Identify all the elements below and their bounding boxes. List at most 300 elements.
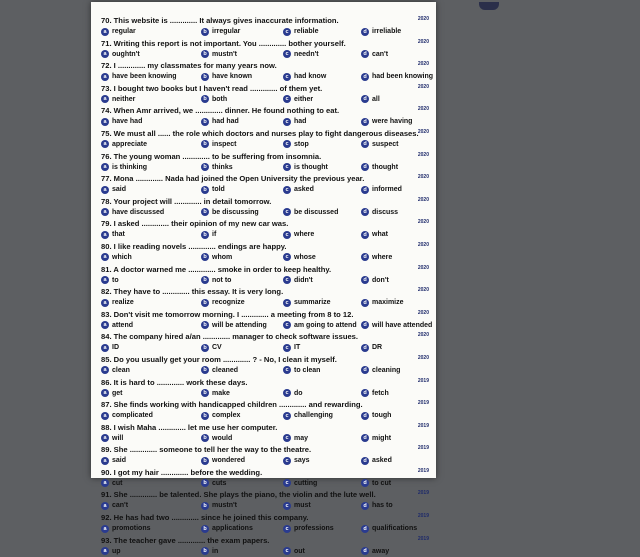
option-letter-bubble: c: [283, 525, 291, 533]
option-letter-bubble: a: [101, 253, 109, 261]
option-letter-bubble: b: [201, 344, 209, 352]
answer-option[interactable]: [201, 523, 253, 534]
option-text: would: [212, 434, 233, 442]
answer-options: [101, 410, 431, 421]
answer-option[interactable]: [283, 433, 308, 444]
answer-options: [101, 500, 431, 511]
option-text: had know: [294, 73, 327, 81]
option-text: IT: [294, 344, 301, 352]
option-letter-bubble: b: [201, 118, 209, 126]
option-text: mustn't: [212, 502, 237, 510]
option-letter-bubble: a: [101, 479, 109, 487]
option-letter-bubble: b: [201, 457, 209, 465]
option-letter-bubble: a: [101, 50, 109, 58]
exam-year: 2020: [417, 106, 429, 113]
answer-option[interactable]: [283, 252, 316, 263]
question-item: [101, 173, 431, 196]
answer-options: [101, 433, 431, 444]
answer-option[interactable]: [201, 455, 245, 466]
answer-option[interactable]: [101, 49, 140, 60]
question-item: [101, 489, 431, 512]
option-text: might: [372, 434, 392, 442]
option-letter-bubble: c: [283, 231, 291, 239]
question-item: [101, 444, 431, 467]
answer-option[interactable]: [101, 410, 153, 421]
answer-option[interactable]: [283, 523, 334, 534]
option-letter-bubble: a: [101, 118, 109, 126]
option-text: applications: [212, 525, 253, 533]
exam-year: 2019: [417, 377, 429, 384]
answer-option[interactable]: [361, 275, 389, 286]
answer-option[interactable]: [201, 320, 267, 331]
option-text: recognize: [212, 299, 245, 307]
answer-option[interactable]: [283, 116, 306, 127]
answer-option[interactable]: [101, 433, 123, 444]
option-text: can't: [112, 502, 129, 510]
answer-option[interactable]: [101, 139, 147, 150]
option-letter-bubble: d: [361, 321, 369, 329]
answer-option[interactable]: [201, 410, 240, 421]
option-text: informed: [372, 186, 402, 194]
option-text: out: [294, 547, 305, 555]
answer-option[interactable]: [361, 49, 388, 60]
question-text: 86. It is hard to ............. work these days.: [101, 377, 248, 387]
answer-option[interactable]: [201, 94, 227, 105]
option-letter-bubble: d: [361, 525, 369, 533]
exam-page: [91, 2, 436, 555]
option-text: have had: [112, 118, 143, 126]
answer-option[interactable]: [283, 365, 320, 376]
option-text: am going to attend: [294, 321, 357, 329]
option-text: which: [112, 253, 132, 261]
answer-option[interactable]: [101, 365, 130, 376]
exam-year: 2020: [417, 83, 429, 90]
answer-option[interactable]: [101, 500, 128, 511]
option-letter-bubble: b: [201, 140, 209, 148]
question-text: 88. I wish Maha ............. let me use her computer.: [101, 422, 278, 432]
answer-option[interactable]: [283, 71, 326, 82]
answer-option[interactable]: [361, 410, 391, 421]
option-letter-bubble: d: [361, 502, 369, 510]
option-letter-bubble: a: [101, 231, 109, 239]
option-text: maximize: [372, 299, 404, 307]
exam-year: 2020: [417, 151, 429, 158]
answer-option[interactable]: [283, 26, 319, 37]
option-text: to clean: [294, 366, 321, 374]
option-letter-bubble: d: [361, 231, 369, 239]
answer-option[interactable]: [361, 26, 401, 37]
option-letter-bubble: b: [201, 253, 209, 261]
option-letter-bubble: b: [201, 366, 209, 374]
answer-options: [101, 478, 431, 489]
answer-option[interactable]: [361, 320, 432, 331]
question-text: 75. We must all ...... the role which doctors and nurses play to fight dangerous diseases.: [101, 128, 419, 138]
option-text: mustn't: [212, 50, 237, 58]
option-text: asked: [294, 186, 314, 194]
exam-year: 2020: [417, 241, 429, 248]
question-item: [101, 535, 431, 557]
answer-option[interactable]: [361, 342, 382, 353]
option-text: professions: [294, 525, 334, 533]
option-text: to: [112, 276, 119, 284]
answer-option[interactable]: [101, 388, 123, 399]
answer-option[interactable]: [201, 546, 218, 557]
page-corner-tab: [479, 2, 499, 10]
option-text: had had: [212, 118, 239, 126]
question-text: 70. This website is ............. It always gives inaccurate information.: [101, 16, 339, 25]
option-text: what: [372, 231, 388, 239]
answer-option[interactable]: [201, 184, 225, 195]
answer-options: [101, 162, 431, 173]
option-text: didn't: [294, 276, 313, 284]
answer-options: [101, 365, 431, 376]
answer-option[interactable]: [101, 478, 123, 489]
answer-option[interactable]: [361, 116, 412, 127]
answer-options: [101, 184, 431, 195]
option-letter-bubble: b: [201, 525, 209, 533]
exam-year: 2020: [417, 219, 429, 226]
question-text: 71. Writing this report is not important. You ............. bother yourself.: [101, 38, 346, 48]
answer-option[interactable]: [101, 184, 126, 195]
option-text: stop: [294, 140, 309, 148]
option-letter-bubble: d: [361, 299, 369, 307]
question-text: 74. When Amr arrived, we ............. dinner. He found nothing to eat.: [101, 106, 340, 116]
answer-option[interactable]: [101, 320, 133, 331]
option-text: irregular: [212, 28, 241, 35]
answer-option[interactable]: [201, 275, 231, 286]
answer-option[interactable]: [283, 184, 314, 195]
option-text: will be attending: [212, 321, 267, 329]
option-letter-bubble: c: [283, 50, 291, 58]
answer-option[interactable]: [101, 252, 132, 263]
exam-year: 2020: [417, 287, 429, 294]
option-letter-bubble: c: [283, 140, 291, 148]
answer-option[interactable]: [361, 500, 393, 511]
question-item: [101, 83, 431, 106]
option-text: asked: [372, 457, 392, 465]
answer-option[interactable]: [201, 229, 216, 240]
option-letter-bubble: b: [201, 276, 209, 284]
option-letter-bubble: c: [283, 118, 291, 126]
option-letter-bubble: d: [361, 457, 369, 465]
question-text: 83. Don't visit me tomorrow morning. I ............. a meeting from 8 to 12.: [101, 309, 354, 319]
option-letter-bubble: a: [101, 276, 109, 284]
option-letter-bubble: c: [283, 366, 291, 374]
answer-option[interactable]: [361, 455, 392, 466]
answer-option[interactable]: [101, 455, 126, 466]
exam-year: 2020: [417, 354, 429, 361]
answer-option[interactable]: [283, 297, 331, 308]
exam-year: 2020: [417, 309, 429, 316]
option-letter-bubble: c: [283, 502, 291, 510]
answer-option[interactable]: [361, 139, 398, 150]
question-item: [101, 196, 431, 219]
question-item: [101, 105, 431, 128]
option-text: irreliable: [372, 28, 402, 35]
answer-options: [101, 116, 431, 127]
question-text: 92. He has had two ............. since he joined this company.: [101, 513, 309, 523]
answer-options: [101, 139, 431, 150]
option-letter-bubble: b: [201, 547, 209, 555]
answer-option[interactable]: [101, 229, 125, 240]
question-item: [101, 399, 431, 422]
option-letter-bubble: a: [101, 547, 109, 555]
option-letter-bubble: d: [361, 208, 369, 216]
option-letter-bubble: a: [101, 457, 109, 465]
answer-option[interactable]: [201, 388, 230, 399]
option-text: complicated: [112, 412, 153, 420]
answer-option[interactable]: [201, 252, 232, 263]
question-text: 84. The company hired a/an ............. manager to check software issues.: [101, 332, 359, 342]
option-text: complex: [212, 412, 241, 420]
option-letter-bubble: a: [101, 366, 109, 374]
answer-option[interactable]: [201, 116, 239, 127]
exam-year: 2019: [417, 467, 429, 474]
exam-year: 2020: [417, 174, 429, 181]
option-text: will have attended: [372, 321, 433, 329]
answer-option[interactable]: [283, 275, 313, 286]
option-text: where: [372, 253, 393, 261]
option-text: up: [112, 547, 121, 555]
option-letter-bubble: d: [361, 163, 369, 171]
question-text: 76. The young woman ............. to be suffering from insomnia.: [101, 151, 322, 161]
answer-option[interactable]: [201, 71, 252, 82]
exam-year: 2020: [417, 264, 429, 271]
answer-option[interactable]: [283, 320, 357, 331]
option-letter-bubble: d: [361, 479, 369, 487]
option-text: not to: [212, 276, 232, 284]
option-text: cutting: [294, 479, 318, 487]
answer-option[interactable]: [101, 162, 147, 173]
answer-option[interactable]: [283, 546, 305, 557]
option-text: promotions: [112, 525, 151, 533]
option-text: realize: [112, 299, 134, 307]
answer-option[interactable]: [283, 410, 333, 421]
option-text: get: [112, 389, 123, 397]
answer-options: [101, 94, 431, 105]
option-text: cleaning: [372, 366, 401, 374]
option-letter-bubble: d: [361, 276, 369, 284]
option-text: has to: [372, 502, 393, 510]
option-letter-bubble: c: [283, 95, 291, 103]
answer-option[interactable]: [101, 116, 142, 127]
answer-options: [101, 342, 431, 353]
question-text: 79. I asked ............. their opinion of my new car was.: [101, 219, 289, 229]
option-text: suspect: [372, 140, 399, 148]
answer-options: [101, 26, 431, 37]
answer-option[interactable]: [201, 26, 240, 37]
question-text: 80. I like reading novels ............. endings are happy.: [101, 241, 287, 251]
answer-option[interactable]: [361, 229, 388, 240]
answer-option[interactable]: [361, 523, 417, 534]
answer-option[interactable]: [283, 139, 309, 150]
answer-option[interactable]: [201, 433, 232, 444]
option-text: will: [112, 434, 124, 442]
answer-options: [101, 388, 431, 399]
answer-option[interactable]: [361, 297, 404, 308]
option-letter-bubble: b: [201, 321, 209, 329]
option-text: had: [294, 118, 307, 126]
answer-option[interactable]: [101, 94, 135, 105]
option-text: whose: [294, 253, 316, 261]
answer-option[interactable]: [101, 207, 164, 218]
option-text: either: [294, 95, 314, 103]
answer-option[interactable]: [283, 455, 310, 466]
answer-option[interactable]: [283, 342, 300, 353]
question-text: 93. The teacher gave ............. the exam papers.: [101, 535, 270, 545]
answer-option[interactable]: [361, 252, 392, 263]
option-letter-bubble: b: [201, 299, 209, 307]
answer-option[interactable]: [101, 71, 177, 82]
answer-option[interactable]: [361, 94, 380, 105]
question-text: 90. I got my hair ............. before the wedding.: [101, 467, 263, 477]
question-item: [101, 309, 431, 332]
exam-year: 2019: [417, 513, 429, 520]
answer-option[interactable]: [201, 365, 238, 376]
option-text: can't: [372, 50, 389, 58]
option-text: reliable: [294, 28, 319, 35]
answer-option[interactable]: [361, 71, 433, 82]
option-letter-bubble: c: [283, 208, 291, 216]
question-text: 85. Do you usually get your room ............. ? - No, I clean it myself.: [101, 354, 337, 364]
option-letter-bubble: a: [101, 321, 109, 329]
answer-option[interactable]: [283, 229, 314, 240]
option-letter-bubble: c: [283, 344, 291, 352]
option-text: said: [112, 457, 127, 465]
exam-year: 2019: [417, 400, 429, 407]
option-letter-bubble: c: [283, 434, 291, 442]
option-letter-bubble: a: [101, 525, 109, 533]
option-text: inspect: [212, 140, 237, 148]
answer-option[interactable]: [101, 275, 119, 286]
option-letter-bubble: a: [101, 412, 109, 420]
option-text: have discussed: [112, 208, 165, 216]
question-list: [101, 15, 434, 557]
option-letter-bubble: b: [201, 479, 209, 487]
answer-options: [101, 455, 431, 466]
option-letter-bubble: b: [201, 389, 209, 397]
option-letter-bubble: a: [101, 163, 109, 171]
answer-option[interactable]: [101, 26, 136, 37]
option-text: needn't: [294, 50, 319, 58]
option-text: DR: [372, 344, 383, 352]
option-text: oughtn't: [112, 50, 140, 58]
answer-option[interactable]: [201, 49, 237, 60]
answer-options: [101, 49, 431, 60]
answer-option[interactable]: [201, 139, 237, 150]
question-item: [101, 512, 431, 535]
answer-option[interactable]: [361, 365, 400, 376]
option-letter-bubble: d: [361, 140, 369, 148]
option-letter-bubble: c: [283, 457, 291, 465]
answer-option[interactable]: [283, 388, 303, 399]
option-letter-bubble: d: [361, 253, 369, 261]
answer-option[interactable]: [361, 162, 398, 173]
answer-options: [101, 523, 431, 534]
answer-option[interactable]: [361, 546, 389, 557]
option-text: regular: [112, 28, 136, 35]
option-letter-bubble: a: [101, 344, 109, 352]
option-letter-bubble: a: [101, 434, 109, 442]
answer-option[interactable]: [201, 297, 245, 308]
exam-year: 2020: [417, 16, 429, 22]
option-text: qualifications: [372, 525, 418, 533]
answer-option[interactable]: [361, 433, 391, 444]
option-text: were having: [372, 118, 413, 126]
option-letter-bubble: d: [361, 366, 369, 374]
answer-option[interactable]: [201, 478, 226, 489]
option-letter-bubble: b: [201, 502, 209, 510]
option-text: is thinking: [112, 163, 147, 171]
option-letter-bubble: c: [283, 276, 291, 284]
option-letter-bubble: c: [283, 28, 291, 36]
answer-option[interactable]: [361, 184, 402, 195]
answer-option[interactable]: [201, 207, 259, 218]
option-letter-bubble: a: [101, 95, 109, 103]
answer-option[interactable]: [201, 500, 237, 511]
question-item: [101, 15, 431, 38]
answer-options: [101, 229, 431, 240]
answer-option[interactable]: [283, 500, 311, 511]
question-item: [101, 354, 431, 377]
question-text: 82. They have to ............. this essay. It is very long.: [101, 287, 284, 297]
answer-option[interactable]: [361, 388, 389, 399]
option-letter-bubble: d: [361, 547, 369, 555]
answer-option[interactable]: [283, 478, 317, 489]
answer-option[interactable]: [101, 342, 119, 353]
answer-option[interactable]: [101, 523, 151, 534]
exam-year: 2020: [417, 332, 429, 339]
answer-option[interactable]: [283, 207, 338, 218]
answer-options: [101, 207, 431, 218]
question-item: [101, 60, 434, 83]
option-letter-bubble: c: [283, 321, 291, 329]
option-text: is thought: [294, 163, 328, 171]
option-letter-bubble: d: [361, 412, 369, 420]
answer-option[interactable]: [361, 478, 391, 489]
answer-option[interactable]: [283, 162, 328, 173]
option-letter-bubble: c: [283, 186, 291, 194]
option-text: have known: [212, 73, 253, 81]
option-letter-bubble: b: [201, 231, 209, 239]
answer-option[interactable]: [201, 342, 222, 353]
option-letter-bubble: a: [101, 299, 109, 307]
option-text: clean: [112, 366, 130, 374]
option-text: said: [112, 186, 127, 194]
option-letter-bubble: b: [201, 186, 209, 194]
question-text: 87. She finds working with handicapped children ............. and rewarding.: [101, 400, 363, 410]
answer-option[interactable]: [201, 162, 233, 173]
answer-option[interactable]: [361, 207, 398, 218]
option-text: had been knowing: [372, 73, 434, 81]
option-text: told: [212, 186, 225, 194]
option-letter-bubble: a: [101, 140, 109, 148]
option-letter-bubble: c: [283, 299, 291, 307]
answer-option[interactable]: [101, 297, 134, 308]
option-text: tough: [372, 412, 392, 420]
exam-year: 2020: [417, 196, 429, 203]
answer-option[interactable]: [101, 546, 121, 557]
option-text: whom: [212, 253, 233, 261]
option-letter-bubble: b: [201, 95, 209, 103]
option-text: challenging: [294, 412, 333, 420]
answer-option[interactable]: [283, 94, 313, 105]
option-letter-bubble: b: [201, 434, 209, 442]
answer-option[interactable]: [283, 49, 319, 60]
option-text: be discussing: [212, 208, 259, 216]
option-text: in: [212, 547, 219, 555]
option-text: cut: [112, 479, 123, 487]
